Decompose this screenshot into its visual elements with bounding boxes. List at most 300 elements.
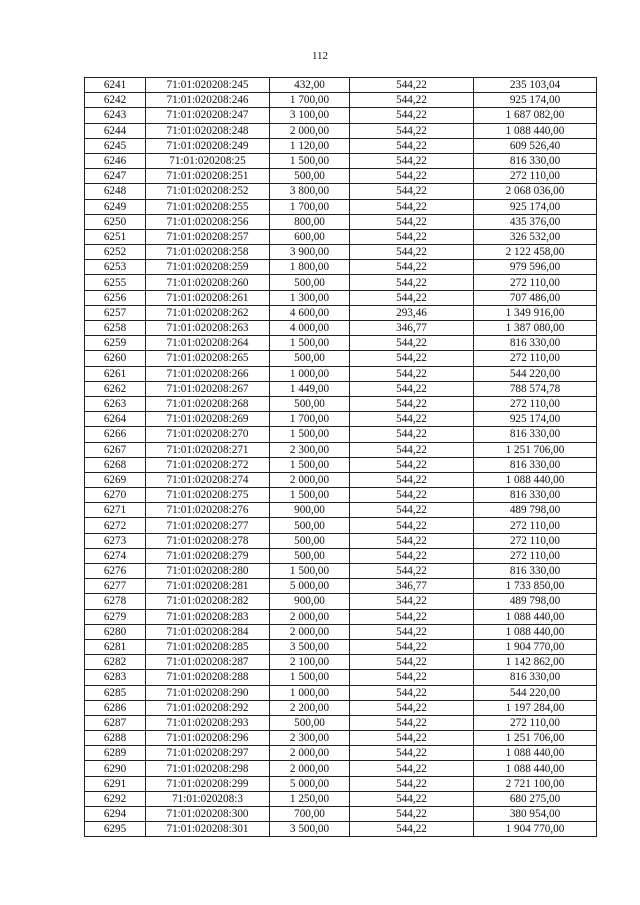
row-number-cell: 6244 bbox=[85, 123, 146, 138]
table-row bbox=[85, 412, 597, 427]
cadastral-number-cell: 71:01:020208:260 bbox=[146, 275, 270, 290]
area-cell: 500,00 bbox=[270, 548, 350, 563]
row-number-cell: 6266 bbox=[85, 427, 146, 442]
row-number-cell: 6285 bbox=[85, 685, 146, 700]
specific-value-cell: 544,22 bbox=[350, 655, 474, 670]
cadastral-value-cell: 680 275,00 bbox=[474, 791, 597, 806]
cadastral-value-cell: 925 174,00 bbox=[474, 199, 597, 214]
row-number-cell: 6253 bbox=[85, 260, 146, 275]
row-number-cell: 6277 bbox=[85, 579, 146, 594]
table-row bbox=[85, 731, 597, 746]
cadastral-number-cell: 71:01:020208:3 bbox=[146, 791, 270, 806]
cadastral-number-cell: 71:01:020208:285 bbox=[146, 639, 270, 654]
cadastral-number-cell: 71:01:020208:258 bbox=[146, 245, 270, 260]
row-number-cell: 6255 bbox=[85, 275, 146, 290]
area-cell: 1 500,00 bbox=[270, 427, 350, 442]
cadastral-value-cell: 272 110,00 bbox=[474, 351, 597, 366]
table-row bbox=[85, 655, 597, 670]
row-number-cell: 6286 bbox=[85, 700, 146, 715]
cadastral-number-cell: 71:01:020208:249 bbox=[146, 138, 270, 153]
cadastral-value-cell: 1 088 440,00 bbox=[474, 123, 597, 138]
table-row bbox=[85, 93, 597, 108]
row-number-cell: 6276 bbox=[85, 564, 146, 579]
cadastral-number-cell: 71:01:020208:25 bbox=[146, 153, 270, 168]
specific-value-cell: 544,22 bbox=[350, 624, 474, 639]
row-number-cell: 6292 bbox=[85, 791, 146, 806]
cadastral-number-cell: 71:01:020208:261 bbox=[146, 290, 270, 305]
table-row bbox=[85, 305, 597, 320]
area-cell: 500,00 bbox=[270, 396, 350, 411]
area-cell: 2 200,00 bbox=[270, 700, 350, 715]
row-number-cell: 6291 bbox=[85, 776, 146, 791]
table-row bbox=[85, 533, 597, 548]
specific-value-cell: 544,22 bbox=[350, 138, 474, 153]
cadastral-number-cell: 71:01:020208:276 bbox=[146, 503, 270, 518]
table-row bbox=[85, 229, 597, 244]
cadastral-number-cell: 71:01:020208:264 bbox=[146, 336, 270, 351]
specific-value-cell: 544,22 bbox=[350, 807, 474, 822]
cadastral-number-cell: 71:01:020208:293 bbox=[146, 715, 270, 730]
table-body bbox=[85, 78, 597, 837]
specific-value-cell: 544,22 bbox=[350, 214, 474, 229]
specific-value-cell: 544,22 bbox=[350, 381, 474, 396]
cadastral-number-cell: 71:01:020208:263 bbox=[146, 321, 270, 336]
table-row bbox=[85, 685, 597, 700]
table-row bbox=[85, 199, 597, 214]
cadastral-value-cell: 544 220,00 bbox=[474, 366, 597, 381]
table-row bbox=[85, 761, 597, 776]
cadastral-value-cell: 235 103,04 bbox=[474, 78, 597, 93]
row-number-cell: 6294 bbox=[85, 807, 146, 822]
table-row bbox=[85, 639, 597, 654]
specific-value-cell: 544,22 bbox=[350, 123, 474, 138]
cadastral-value-cell: 816 330,00 bbox=[474, 488, 597, 503]
cadastral-value-cell: 326 532,00 bbox=[474, 229, 597, 244]
row-number-cell: 6268 bbox=[85, 457, 146, 472]
cadastral-value-cell: 1 088 440,00 bbox=[474, 472, 597, 487]
cadastral-value-cell: 1 904 770,00 bbox=[474, 822, 597, 837]
row-number-cell: 6249 bbox=[85, 199, 146, 214]
area-cell: 1 800,00 bbox=[270, 260, 350, 275]
cadastral-value-cell: 707 486,00 bbox=[474, 290, 597, 305]
table-row bbox=[85, 594, 597, 609]
area-cell: 3 900,00 bbox=[270, 245, 350, 260]
cadastral-number-cell: 71:01:020208:279 bbox=[146, 548, 270, 563]
cadastral-value-cell: 816 330,00 bbox=[474, 457, 597, 472]
row-number-cell: 6259 bbox=[85, 336, 146, 351]
row-number-cell: 6279 bbox=[85, 609, 146, 624]
cadastral-value-cell: 489 798,00 bbox=[474, 594, 597, 609]
cadastral-value-cell: 925 174,00 bbox=[474, 412, 597, 427]
cadastral-value-cell: 979 596,00 bbox=[474, 260, 597, 275]
specific-value-cell: 544,22 bbox=[350, 488, 474, 503]
table-row bbox=[85, 518, 597, 533]
area-cell: 2 100,00 bbox=[270, 655, 350, 670]
table-row bbox=[85, 275, 597, 290]
cadastral-number-cell: 71:01:020208:277 bbox=[146, 518, 270, 533]
table-row bbox=[85, 321, 597, 336]
table-row bbox=[85, 260, 597, 275]
cadastral-number-cell: 71:01:020208:248 bbox=[146, 123, 270, 138]
row-number-cell: 6280 bbox=[85, 624, 146, 639]
specific-value-cell: 544,22 bbox=[350, 245, 474, 260]
area-cell: 1 700,00 bbox=[270, 199, 350, 214]
row-number-cell: 6243 bbox=[85, 108, 146, 123]
cadastral-value-cell: 1 387 080,00 bbox=[474, 321, 597, 336]
specific-value-cell: 544,22 bbox=[350, 670, 474, 685]
cadastral-value-cell: 816 330,00 bbox=[474, 153, 597, 168]
table-row bbox=[85, 442, 597, 457]
cadastral-value-cell: 2 122 458,00 bbox=[474, 245, 597, 260]
specific-value-cell: 544,22 bbox=[350, 275, 474, 290]
cadastral-number-cell: 71:01:020208:274 bbox=[146, 472, 270, 487]
specific-value-cell: 544,22 bbox=[350, 503, 474, 518]
specific-value-cell: 544,22 bbox=[350, 791, 474, 806]
table-row bbox=[85, 427, 597, 442]
area-cell: 900,00 bbox=[270, 594, 350, 609]
row-number-cell: 6273 bbox=[85, 533, 146, 548]
specific-value-cell: 544,22 bbox=[350, 427, 474, 442]
row-number-cell: 6271 bbox=[85, 503, 146, 518]
table-row bbox=[85, 123, 597, 138]
page-number: 112 bbox=[311, 50, 329, 62]
cadastral-number-cell: 71:01:020208:269 bbox=[146, 412, 270, 427]
cadastral-value-cell: 1 251 706,00 bbox=[474, 442, 597, 457]
area-cell: 1 000,00 bbox=[270, 685, 350, 700]
row-number-cell: 6247 bbox=[85, 169, 146, 184]
cadastral-value-cell: 816 330,00 bbox=[474, 427, 597, 442]
area-cell: 5 000,00 bbox=[270, 579, 350, 594]
area-cell: 500,00 bbox=[270, 351, 350, 366]
row-number-cell: 6290 bbox=[85, 761, 146, 776]
specific-value-cell: 544,22 bbox=[350, 442, 474, 457]
cadastral-value-cell: 489 798,00 bbox=[474, 503, 597, 518]
area-cell: 4 600,00 bbox=[270, 305, 350, 320]
area-cell: 800,00 bbox=[270, 214, 350, 229]
specific-value-cell: 346,77 bbox=[350, 579, 474, 594]
specific-value-cell: 544,22 bbox=[350, 351, 474, 366]
area-cell: 500,00 bbox=[270, 715, 350, 730]
cadastral-value-cell: 1 251 706,00 bbox=[474, 731, 597, 746]
cadastral-number-cell: 71:01:020208:265 bbox=[146, 351, 270, 366]
cadastral-value-cell: 272 110,00 bbox=[474, 275, 597, 290]
cadastral-number-cell: 71:01:020208:252 bbox=[146, 184, 270, 199]
cadastral-number-cell: 71:01:020208:268 bbox=[146, 396, 270, 411]
cadastral-value-cell: 816 330,00 bbox=[474, 564, 597, 579]
area-cell: 1 700,00 bbox=[270, 93, 350, 108]
cadastral-value-cell: 380 954,00 bbox=[474, 807, 597, 822]
cadastral-value-cell: 816 330,00 bbox=[474, 336, 597, 351]
cadastral-value-cell: 272 110,00 bbox=[474, 715, 597, 730]
area-cell: 2 300,00 bbox=[270, 442, 350, 457]
cadastral-number-cell: 71:01:020208:272 bbox=[146, 457, 270, 472]
cadastral-value-cell: 1 904 770,00 bbox=[474, 639, 597, 654]
table-row bbox=[85, 245, 597, 260]
area-cell: 1 500,00 bbox=[270, 336, 350, 351]
row-number-cell: 6262 bbox=[85, 381, 146, 396]
specific-value-cell: 544,22 bbox=[350, 153, 474, 168]
area-cell: 3 500,00 bbox=[270, 639, 350, 654]
specific-value-cell: 544,22 bbox=[350, 366, 474, 381]
specific-value-cell: 544,22 bbox=[350, 169, 474, 184]
cadastral-number-cell: 71:01:020208:300 bbox=[146, 807, 270, 822]
cadastral-number-cell: 71:01:020208:297 bbox=[146, 746, 270, 761]
cadastral-value-cell: 1 088 440,00 bbox=[474, 761, 597, 776]
row-number-cell: 6245 bbox=[85, 138, 146, 153]
cadastral-value-cell: 925 174,00 bbox=[474, 93, 597, 108]
specific-value-cell: 544,22 bbox=[350, 260, 474, 275]
cadastral-value-cell: 272 110,00 bbox=[474, 396, 597, 411]
row-number-cell: 6270 bbox=[85, 488, 146, 503]
area-cell: 1 000,00 bbox=[270, 366, 350, 381]
table-row bbox=[85, 396, 597, 411]
row-number-cell: 6295 bbox=[85, 822, 146, 837]
cadastral-value-cell: 2 721 100,00 bbox=[474, 776, 597, 791]
specific-value-cell: 544,22 bbox=[350, 594, 474, 609]
table-row bbox=[85, 169, 597, 184]
area-cell: 500,00 bbox=[270, 169, 350, 184]
area-cell: 2 000,00 bbox=[270, 472, 350, 487]
cadastral-value-cell: 2 068 036,00 bbox=[474, 184, 597, 199]
area-cell: 1 500,00 bbox=[270, 670, 350, 685]
specific-value-cell: 346,77 bbox=[350, 321, 474, 336]
area-cell: 2 000,00 bbox=[270, 746, 350, 761]
cadastral-number-cell: 71:01:020208:251 bbox=[146, 169, 270, 184]
row-number-cell: 6289 bbox=[85, 746, 146, 761]
table-row bbox=[85, 153, 597, 168]
specific-value-cell: 544,22 bbox=[350, 564, 474, 579]
row-number-cell: 6251 bbox=[85, 229, 146, 244]
area-cell: 1 250,00 bbox=[270, 791, 350, 806]
row-number-cell: 6278 bbox=[85, 594, 146, 609]
table-row bbox=[85, 488, 597, 503]
cadastral-number-cell: 71:01:020208:246 bbox=[146, 93, 270, 108]
cadastral-value-cell: 816 330,00 bbox=[474, 670, 597, 685]
row-number-cell: 6281 bbox=[85, 639, 146, 654]
area-cell: 1 500,00 bbox=[270, 488, 350, 503]
table-row bbox=[85, 78, 597, 93]
area-cell: 700,00 bbox=[270, 807, 350, 822]
cadastral-number-cell: 71:01:020208:267 bbox=[146, 381, 270, 396]
cadastral-number-cell: 71:01:020208:262 bbox=[146, 305, 270, 320]
area-cell: 2 300,00 bbox=[270, 731, 350, 746]
cadastral-value-cell: 272 110,00 bbox=[474, 533, 597, 548]
table-row bbox=[85, 366, 597, 381]
cadastral-value-cell: 1 088 440,00 bbox=[474, 746, 597, 761]
area-cell: 2 000,00 bbox=[270, 609, 350, 624]
cadastral-value-cell: 1 088 440,00 bbox=[474, 624, 597, 639]
cadastral-value-cell: 435 376,00 bbox=[474, 214, 597, 229]
area-cell: 3 500,00 bbox=[270, 822, 350, 837]
table-row bbox=[85, 290, 597, 305]
area-cell: 3 800,00 bbox=[270, 184, 350, 199]
row-number-cell: 6248 bbox=[85, 184, 146, 199]
area-cell: 1 300,00 bbox=[270, 290, 350, 305]
cadastral-number-cell: 71:01:020208:247 bbox=[146, 108, 270, 123]
area-cell: 1 449,00 bbox=[270, 381, 350, 396]
specific-value-cell: 544,22 bbox=[350, 518, 474, 533]
specific-value-cell: 544,22 bbox=[350, 822, 474, 837]
area-cell: 5 000,00 bbox=[270, 776, 350, 791]
area-cell: 2 000,00 bbox=[270, 624, 350, 639]
cadastral-value-cell: 1 142 862,00 bbox=[474, 655, 597, 670]
cadastral-number-cell: 71:01:020208:288 bbox=[146, 670, 270, 685]
specific-value-cell: 544,22 bbox=[350, 761, 474, 776]
table-row bbox=[85, 791, 597, 806]
cadastral-number-cell: 71:01:020208:296 bbox=[146, 731, 270, 746]
cadastral-number-cell: 71:01:020208:255 bbox=[146, 199, 270, 214]
row-number-cell: 6246 bbox=[85, 153, 146, 168]
specific-value-cell: 544,22 bbox=[350, 199, 474, 214]
cadastral-number-cell: 71:01:020208:280 bbox=[146, 564, 270, 579]
area-cell: 1 500,00 bbox=[270, 457, 350, 472]
specific-value-cell: 544,22 bbox=[350, 746, 474, 761]
table-row bbox=[85, 503, 597, 518]
area-cell: 3 100,00 bbox=[270, 108, 350, 123]
cadastral-number-cell: 71:01:020208:270 bbox=[146, 427, 270, 442]
specific-value-cell: 544,22 bbox=[350, 548, 474, 563]
row-number-cell: 6287 bbox=[85, 715, 146, 730]
row-number-cell: 6250 bbox=[85, 214, 146, 229]
cadastral-number-cell: 71:01:020208:290 bbox=[146, 685, 270, 700]
area-cell: 2 000,00 bbox=[270, 123, 350, 138]
row-number-cell: 6257 bbox=[85, 305, 146, 320]
row-number-cell: 6274 bbox=[85, 548, 146, 563]
cadastral-number-cell: 71:01:020208:245 bbox=[146, 78, 270, 93]
table-row bbox=[85, 807, 597, 822]
cadastral-value-cell: 1 349 916,00 bbox=[474, 305, 597, 320]
area-cell: 500,00 bbox=[270, 518, 350, 533]
row-number-cell: 6264 bbox=[85, 412, 146, 427]
table-row bbox=[85, 184, 597, 199]
specific-value-cell: 544,22 bbox=[350, 715, 474, 730]
specific-value-cell: 544,22 bbox=[350, 731, 474, 746]
table-row bbox=[85, 351, 597, 366]
cadastral-number-cell: 71:01:020208:292 bbox=[146, 700, 270, 715]
cadastral-number-cell: 71:01:020208:266 bbox=[146, 366, 270, 381]
area-cell: 1 500,00 bbox=[270, 564, 350, 579]
specific-value-cell: 544,22 bbox=[350, 108, 474, 123]
table-row bbox=[85, 776, 597, 791]
area-cell: 500,00 bbox=[270, 275, 350, 290]
table-row bbox=[85, 472, 597, 487]
row-number-cell: 6256 bbox=[85, 290, 146, 305]
table-row bbox=[85, 609, 597, 624]
area-cell: 4 000,00 bbox=[270, 321, 350, 336]
cadastral-value-cell: 1 733 850,00 bbox=[474, 579, 597, 594]
row-number-cell: 6252 bbox=[85, 245, 146, 260]
area-cell: 900,00 bbox=[270, 503, 350, 518]
row-number-cell: 6282 bbox=[85, 655, 146, 670]
row-number-cell: 6261 bbox=[85, 366, 146, 381]
cadastral-number-cell: 71:01:020208:275 bbox=[146, 488, 270, 503]
cadastral-number-cell: 71:01:020208:259 bbox=[146, 260, 270, 275]
cadastral-value-table bbox=[84, 77, 597, 837]
specific-value-cell: 544,22 bbox=[350, 290, 474, 305]
cadastral-number-cell: 71:01:020208:278 bbox=[146, 533, 270, 548]
table-row bbox=[85, 822, 597, 837]
cadastral-number-cell: 71:01:020208:282 bbox=[146, 594, 270, 609]
table-row bbox=[85, 670, 597, 685]
cadastral-value-cell: 272 110,00 bbox=[474, 548, 597, 563]
table-row bbox=[85, 214, 597, 229]
row-number-cell: 6260 bbox=[85, 351, 146, 366]
area-cell: 600,00 bbox=[270, 229, 350, 244]
cadastral-number-cell: 71:01:020208:284 bbox=[146, 624, 270, 639]
row-number-cell: 6263 bbox=[85, 396, 146, 411]
specific-value-cell: 544,22 bbox=[350, 184, 474, 199]
table-row bbox=[85, 336, 597, 351]
specific-value-cell: 544,22 bbox=[350, 93, 474, 108]
cadastral-number-cell: 71:01:020208:301 bbox=[146, 822, 270, 837]
cadastral-value-cell: 272 110,00 bbox=[474, 518, 597, 533]
row-number-cell: 6288 bbox=[85, 731, 146, 746]
specific-value-cell: 544,22 bbox=[350, 472, 474, 487]
row-number-cell: 6272 bbox=[85, 518, 146, 533]
area-cell: 432,00 bbox=[270, 78, 350, 93]
table-row bbox=[85, 564, 597, 579]
table-row bbox=[85, 138, 597, 153]
cadastral-value-cell: 272 110,00 bbox=[474, 169, 597, 184]
specific-value-cell: 544,22 bbox=[350, 700, 474, 715]
row-number-cell: 6267 bbox=[85, 442, 146, 457]
row-number-cell: 6258 bbox=[85, 321, 146, 336]
cadastral-number-cell: 71:01:020208:256 bbox=[146, 214, 270, 229]
row-number-cell: 6269 bbox=[85, 472, 146, 487]
cadastral-value-cell: 1 088 440,00 bbox=[474, 609, 597, 624]
specific-value-cell: 544,22 bbox=[350, 336, 474, 351]
specific-value-cell: 544,22 bbox=[350, 685, 474, 700]
cadastral-number-cell: 71:01:020208:271 bbox=[146, 442, 270, 457]
cadastral-number-cell: 71:01:020208:299 bbox=[146, 776, 270, 791]
specific-value-cell: 544,22 bbox=[350, 639, 474, 654]
area-cell: 1 500,00 bbox=[270, 153, 350, 168]
specific-value-cell: 544,22 bbox=[350, 457, 474, 472]
table-row bbox=[85, 624, 597, 639]
area-cell: 500,00 bbox=[270, 533, 350, 548]
table-row bbox=[85, 579, 597, 594]
cadastral-value-cell: 1 687 082,00 bbox=[474, 108, 597, 123]
specific-value-cell: 544,22 bbox=[350, 229, 474, 244]
cadastral-number-cell: 71:01:020208:257 bbox=[146, 229, 270, 244]
cadastral-number-cell: 71:01:020208:281 bbox=[146, 579, 270, 594]
row-number-cell: 6241 bbox=[85, 78, 146, 93]
cadastral-number-cell: 71:01:020208:283 bbox=[146, 609, 270, 624]
specific-value-cell: 544,22 bbox=[350, 412, 474, 427]
area-cell: 1 120,00 bbox=[270, 138, 350, 153]
cadastral-value-cell: 544 220,00 bbox=[474, 685, 597, 700]
specific-value-cell: 544,22 bbox=[350, 78, 474, 93]
cadastral-value-cell: 1 197 284,00 bbox=[474, 700, 597, 715]
specific-value-cell: 544,22 bbox=[350, 533, 474, 548]
area-cell: 1 700,00 bbox=[270, 412, 350, 427]
specific-value-cell: 293,46 bbox=[350, 305, 474, 320]
table-row bbox=[85, 746, 597, 761]
cadastral-value-cell: 788 574,78 bbox=[474, 381, 597, 396]
table-row bbox=[85, 457, 597, 472]
specific-value-cell: 544,22 bbox=[350, 396, 474, 411]
cadastral-value-cell: 609 526,40 bbox=[474, 138, 597, 153]
table-row bbox=[85, 715, 597, 730]
table-row bbox=[85, 381, 597, 396]
table-row bbox=[85, 700, 597, 715]
specific-value-cell: 544,22 bbox=[350, 609, 474, 624]
table-row bbox=[85, 548, 597, 563]
table-row bbox=[85, 108, 597, 123]
specific-value-cell: 544,22 bbox=[350, 776, 474, 791]
cadastral-number-cell: 71:01:020208:287 bbox=[146, 655, 270, 670]
row-number-cell: 6242 bbox=[85, 93, 146, 108]
